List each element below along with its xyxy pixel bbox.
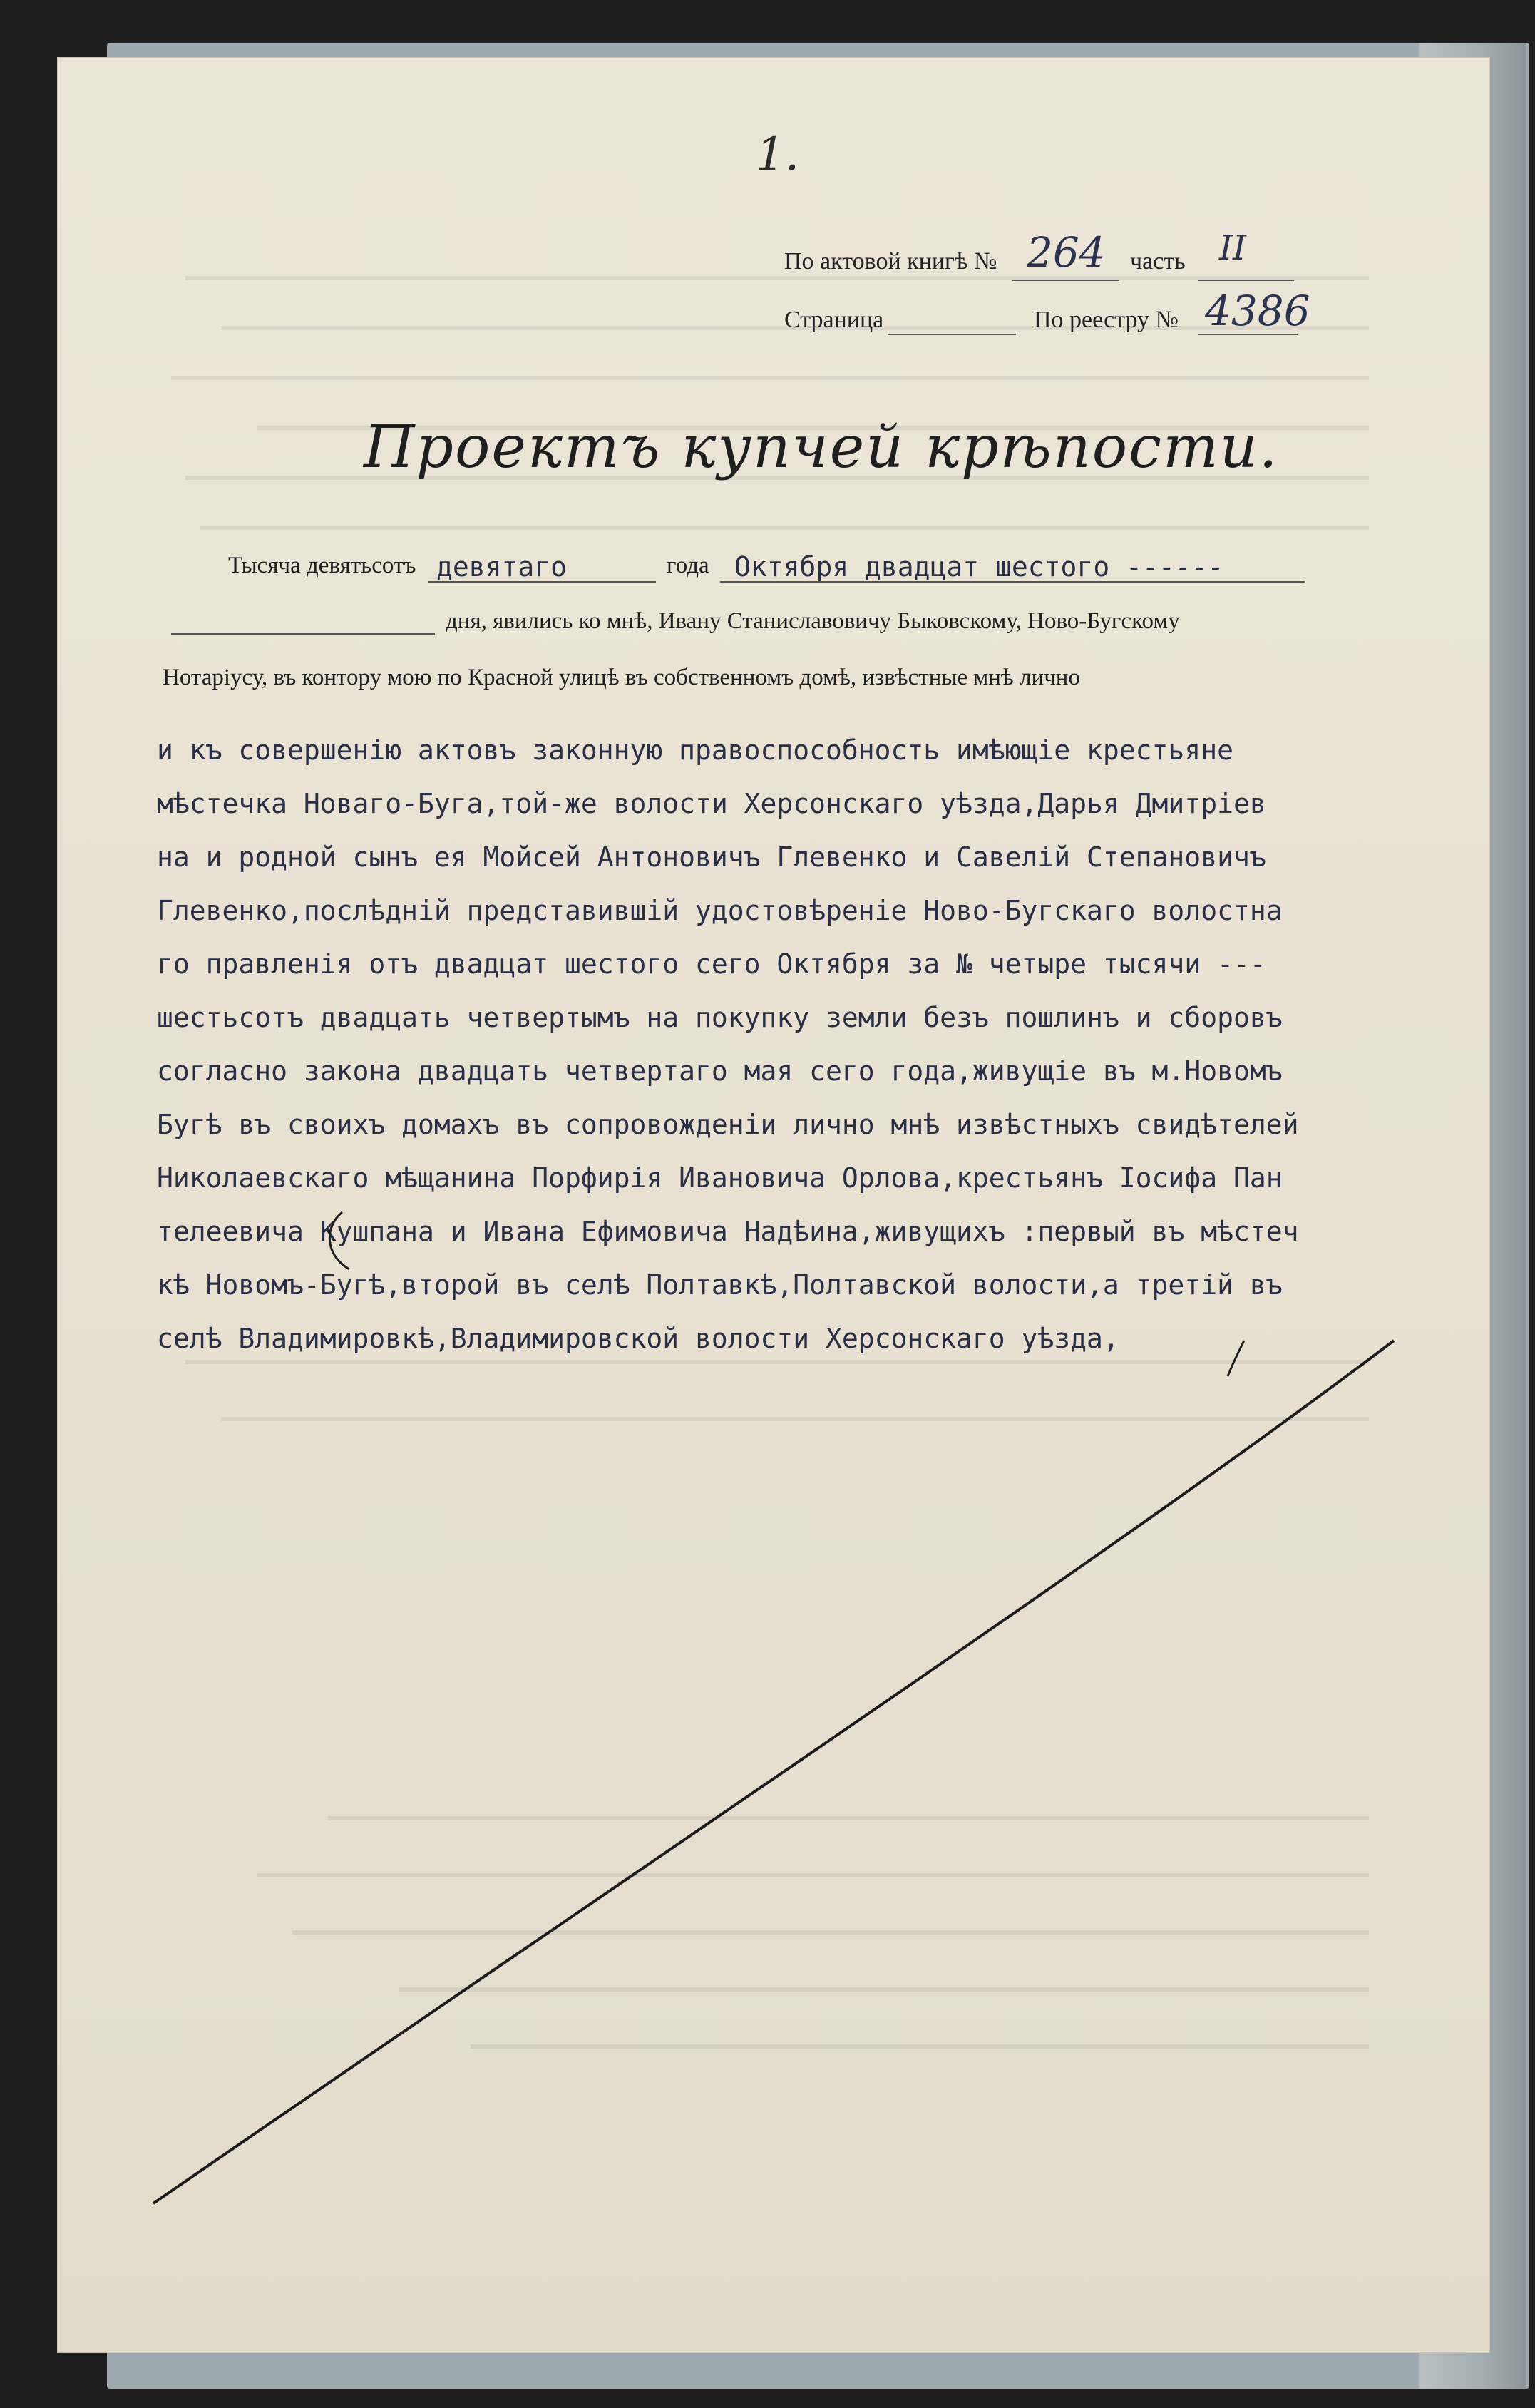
body-line: селѣ Владимировкѣ,Владимировской волости Херсонскаго уѣзда,	[157, 1323, 1119, 1354]
page-number: 1.	[756, 128, 800, 181]
body-line: Глевенко,послѣдній представившій удостовѣреніе Ново-Бугскаго волостна	[157, 895, 1283, 926]
body-line: телеевича Кушпана и Ивана Ефимовича Надѣина,живущихъ :первый въ мѣстеч	[157, 1216, 1299, 1247]
body-line: и къ совершенію актовъ законную правоспособность имѣющіе крестьяне	[157, 734, 1233, 766]
year-label: Тысяча девятьсотъ	[228, 553, 416, 578]
body-line: мѣстечка Новаго-Буга,той-же волости Херсонскаго уѣзда,Дарья Дмитріев	[157, 788, 1266, 819]
register-number: 4386	[1205, 287, 1310, 335]
part-number: II	[1219, 228, 1246, 268]
page-label: Страница	[784, 307, 884, 333]
year-value: девятаго	[436, 551, 568, 583]
body-line: Бугѣ въ своихъ домахъ въ сопровожденіи лично мнѣ извѣстныхъ свидѣтелей	[157, 1109, 1299, 1140]
body-line: шестьсотъ двадцать четвертымъ на покупку земли безъ пошлинъ и сборовъ	[157, 1002, 1283, 1033]
part-label: часть	[1130, 248, 1186, 275]
register-label: По реестру №	[1034, 307, 1179, 333]
akt-book-number: 264	[1027, 228, 1106, 277]
year-suffix: года	[667, 553, 709, 578]
date-value: Октября двадцат шестого ------	[734, 551, 1224, 583]
body-line: Николаевскаго мѣщанина Порфирія Ивановича Орлова,крестьянъ Іосифа Пан	[157, 1162, 1283, 1194]
notary-line: Нотаріусу, въ контору мою по Красной улицѣ въ собственномъ домѣ, извѣстные мнѣ лично	[163, 665, 1080, 690]
document-title: Проектъ купчей крѣпости.	[364, 414, 1279, 481]
body-line: согласно закона двадцать четвертаго мая сего года,живущіе въ м.Новомъ	[157, 1055, 1283, 1087]
body-line: го правленія отъ двадцат шестого сего Октября за № четыре тысячи ---	[157, 948, 1266, 980]
akt-book-label: По актовой книгѣ №	[784, 248, 997, 275]
day-line: дня, явились ко мнѣ, Ивану Станиславовичу Быковскому, Ново-Бугскому	[446, 608, 1180, 634]
body-line: на и родной сынъ ея Мойсей Антоновичъ Глевенко и Савелій Степановичъ	[157, 841, 1266, 873]
body-line: кѣ Новомъ-Бугѣ,второй въ селѣ Полтавкѣ,Полтавской волости,а третій въ	[157, 1269, 1283, 1301]
